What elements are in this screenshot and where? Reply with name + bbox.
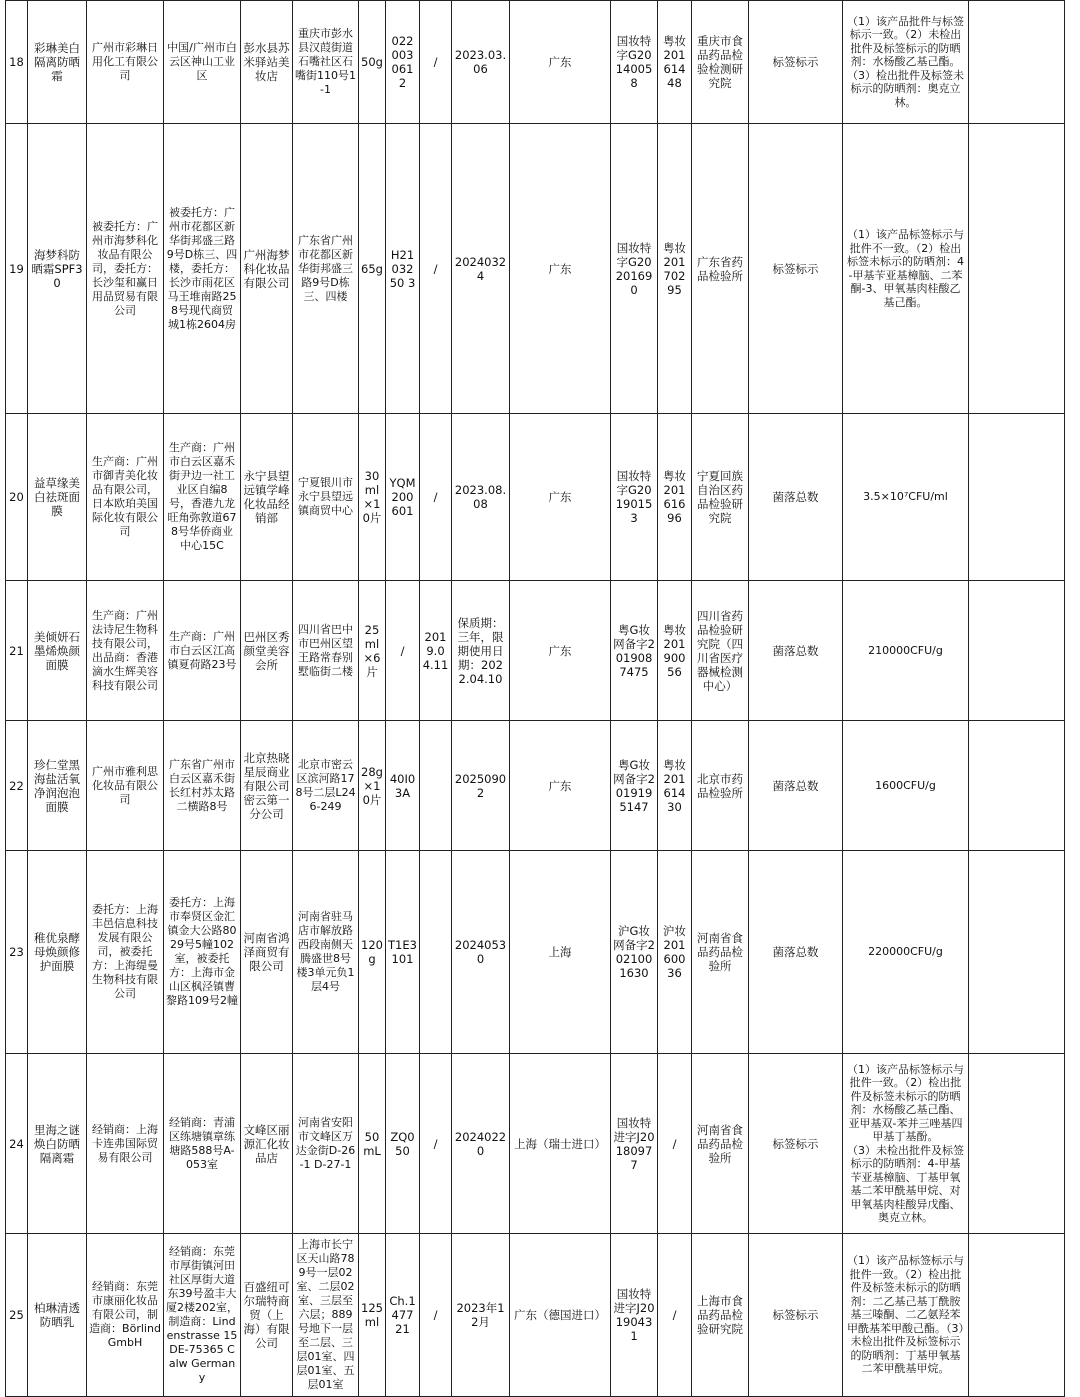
table-row xyxy=(6,721,1065,851)
production-date-cell: 2023.03.06 xyxy=(452,1,510,124)
remark-cell xyxy=(969,851,1065,1054)
approval-number-cell: 国妆特字G20201690 xyxy=(611,124,658,414)
sampled-address-cell: 北京市密云区滨河路178号二层L246-249 xyxy=(293,721,359,851)
region-cell: 广东 xyxy=(510,721,611,851)
approval-number-cell: 国妆特字G20140058 xyxy=(611,1,658,124)
table-row xyxy=(6,1054,1065,1234)
expiry-cell: / xyxy=(420,414,452,581)
batch-number-cell: YQM200601 xyxy=(386,414,420,581)
sampled-unit-cell: 百盛纽可尔瑞特商贸（上海）有限公司 xyxy=(241,1234,293,1397)
sampled-address-cell: 重庆市彭水县汉葭街道石嘴社区石嘴街110号1-1 xyxy=(293,1,359,124)
license-number-cell: 粤妆20190056 xyxy=(658,581,692,721)
region-cell: 广东 xyxy=(510,414,611,581)
sampled-unit-cell: 巴州区秀颜堂美容会所 xyxy=(241,581,293,721)
manufacturer-cell: 被委托方：广州市海梦科化妆品有限公司，委托方：长沙玺和赢日用品贸易有限公司 xyxy=(87,124,164,414)
spec-cell: 30ml×10片 xyxy=(359,414,386,581)
inspection-item-cell: 菌落总数 xyxy=(749,414,843,581)
region-cell: 广东 xyxy=(510,581,611,721)
result-line: （1）该产品标签标示与批件一致。（2）检出批件及标签未标示的防晒剂：二乙基己基丁酰胺基三嗪酮、二乙氨羟苯甲酰基苯甲酸己酯。（3）未检出批件及标签标示的防晒剂：丁基甲氧基二苯甲酰基甲烷。 xyxy=(847,1254,964,1376)
license-number-cell: 粤妆20161430 xyxy=(658,721,692,851)
manufacturer-address-cell: 广东省广州市白云区嘉禾街长红村苏太路二横路8号 xyxy=(164,721,241,851)
spec-cell: 50g xyxy=(359,1,386,124)
sampled-unit-cell: 文峰区丽源汇化妆品店 xyxy=(241,1054,293,1234)
sampled-address-cell: 河南省安阳市文峰区万达金街D-26-1 D-27-1 xyxy=(293,1054,359,1234)
manufacturer-cell: 广州市雅利思化妆品有限公司 xyxy=(87,721,164,851)
production-date-cell: 20240530 xyxy=(452,851,510,1054)
batch-number-cell: / xyxy=(386,581,420,721)
license-number-cell: / xyxy=(658,1234,692,1397)
inspection-agency-cell: 四川省药品检验研究院（四川省医疗器械检测中心） xyxy=(692,581,749,721)
inspection-agency-cell: 河南省食品药品检验所 xyxy=(692,851,749,1054)
sampled-address-cell: 河南省驻马店市解放路西段南侧天腾盛世8号楼3单元负1层4号 xyxy=(293,851,359,1054)
remark-cell xyxy=(969,124,1065,414)
license-number-cell: 粤妆20161448 xyxy=(658,1,692,124)
expiry-cell xyxy=(420,851,452,1054)
inspection-result-cell xyxy=(843,414,969,581)
row-number-cell: 22 xyxy=(6,721,28,851)
region-cell: 广东（德国进口） xyxy=(510,1234,611,1397)
inspection-results-table xyxy=(5,0,1065,1397)
product-name-cell: 彩琳美白隔离防晒霜 xyxy=(28,1,87,124)
inspection-result-cell xyxy=(843,851,969,1054)
result-line: （1）该产品标签标示与批件一致。（2）检出批件及标签未标示的防晒剂：水杨酸乙基己酯、亚甲基双-苯并三唑基四甲基丁基酚。 xyxy=(847,1062,964,1143)
result-line: 220000CFU/g xyxy=(868,945,943,959)
manufacturer-address-cell: 委托方：上海市奉贤区金汇镇金大公路8029号5幢102室，被委托方：上海市金山区枫泾镇曹黎路109号2幢 xyxy=(164,851,241,1054)
inspection-result-cell xyxy=(843,1234,969,1397)
expiry-cell: / xyxy=(420,1234,452,1397)
batch-number-cell: ZQ050 xyxy=(386,1054,420,1234)
license-number-cell: 粤妆20170295 xyxy=(658,124,692,414)
region-cell: 上海 xyxy=(510,851,611,1054)
result-line: 210000CFU/g xyxy=(868,643,943,657)
remark-cell xyxy=(969,1234,1065,1397)
license-number-cell: 粤妆20161696 xyxy=(658,414,692,581)
region-cell: 广东 xyxy=(510,124,611,414)
product-name-cell: 益草缘美白祛斑面膜 xyxy=(28,414,87,581)
inspection-item-cell: 标签标示 xyxy=(749,1,843,124)
spec-cell: 120g xyxy=(359,851,386,1054)
table-row xyxy=(6,851,1065,1054)
production-date-cell: 保质期：三年，限期使用日期：2022.04.10 xyxy=(452,581,510,721)
manufacturer-cell: 委托方：上海丰邑信息科技发展有限公司，被委托方：上海缇曼生物科技有限公司 xyxy=(87,851,164,1054)
sampled-address-cell: 上海市长宁区天山路789号一层02室、二层02室、三层至六层；889号地下一层至二层、三层01室、四层01室、五层01室 xyxy=(293,1234,359,1397)
spec-cell: 50mL xyxy=(359,1054,386,1234)
inspection-item-cell: 菌落总数 xyxy=(749,581,843,721)
expiry-cell: / xyxy=(420,1,452,124)
batch-number-cell: 40I03A xyxy=(386,721,420,851)
expiry-cell: 2019.04.11 xyxy=(420,581,452,721)
approval-number-cell: 国妆特字G20190153 xyxy=(611,414,658,581)
inspection-agency-cell: 重庆市食品药品检验检测研究院 xyxy=(692,1,749,124)
inspection-item-cell: 标签标示 xyxy=(749,1054,843,1234)
product-name-cell: 美倾妍石墨烯焕颜面膜 xyxy=(28,581,87,721)
manufacturer-cell: 经销商：东莞市康丽化妆品有限公司，制造商：Börlind GmbH xyxy=(87,1234,164,1397)
table-row xyxy=(6,124,1065,414)
sampled-unit-cell: 广州海梦科化妆品有限公司 xyxy=(241,124,293,414)
region-cell: 广东 xyxy=(510,1,611,124)
approval-number-cell: 沪G妆网备字2021001630 xyxy=(611,851,658,1054)
inspection-result-cell xyxy=(843,1054,969,1234)
inspection-result-cell xyxy=(843,1,969,124)
sampled-unit-cell: 彭水县苏米驿站美妆店 xyxy=(241,1,293,124)
manufacturer-cell: 经销商：上海卡连弗国际贸易有限公司 xyxy=(87,1054,164,1234)
inspection-item-cell: 菌落总数 xyxy=(749,721,843,851)
approval-number-cell: 国妆特进字J20190431 xyxy=(611,1234,658,1397)
approval-number-cell: 国妆特进字J20180977 xyxy=(611,1054,658,1234)
manufacturer-address-cell: 经销商：青浦区练塘镇章练塘路588号A-053室 xyxy=(164,1054,241,1234)
remark-cell xyxy=(969,1054,1065,1234)
sampled-address-cell: 四川省巴中市巴州区望王路常春别墅临街二楼 xyxy=(293,581,359,721)
row-number-cell: 23 xyxy=(6,851,28,1054)
manufacturer-address-cell: 生产商：广州市白云区嘉禾街尹边一社工业区自编8号，香港九龙旺角弥敦道678号华侨商业中心15C xyxy=(164,414,241,581)
manufacturer-cell: 生产商：广州市御青美化妆品有限公司，日本欧珀美国际化妆有限公司 xyxy=(87,414,164,581)
manufacturer-address-cell: 中国/广州市白云区神山工业区 xyxy=(164,1,241,124)
table-row xyxy=(6,1234,1065,1397)
manufacturer-address-cell: 经销商：东莞市厚街镇河田社区厚街大道东39号盈丰大厦2楼202室，制造商：Lindenstrasse 15 DE-75365 Calw Germany xyxy=(164,1234,241,1397)
product-name-cell: 珍仁堂黑海盐活氧净润泡泡面膜 xyxy=(28,721,87,851)
inspection-result-cell xyxy=(843,581,969,721)
batch-number-cell: 0220030612 xyxy=(386,1,420,124)
sampled-unit-cell: 永宁县望远镇学峰化妆品经销部 xyxy=(241,414,293,581)
batch-number-cell: H2103250 3 xyxy=(386,124,420,414)
result-line: （1）该产品标签标示与批件不一致。（2）检出标签未标示的防晒剂：4-甲基苄亚基樟脑、二苯酮-3、甲氧基肉桂酸乙基己酯。 xyxy=(847,228,964,309)
production-date-cell: 2023.08.08 xyxy=(452,414,510,581)
row-number-cell: 18 xyxy=(6,1,28,124)
row-number-cell: 20 xyxy=(6,414,28,581)
batch-number-cell: T1E3101 xyxy=(386,851,420,1054)
result-line: 1600CFU/g xyxy=(875,778,936,792)
remark-cell xyxy=(969,414,1065,581)
spec-cell: 25ml×6片 xyxy=(359,581,386,721)
expiry-cell xyxy=(420,721,452,851)
production-date-cell: 20250902 xyxy=(452,721,510,851)
row-number-cell: 19 xyxy=(6,124,28,414)
inspection-agency-cell: 上海市食品药品检验研究院 xyxy=(692,1234,749,1397)
row-number-cell: 25 xyxy=(6,1234,28,1397)
inspection-agency-cell: 北京市药品检验所 xyxy=(692,721,749,851)
inspection-item-cell: 菌落总数 xyxy=(749,851,843,1054)
table-row xyxy=(6,581,1065,721)
row-number-cell: 24 xyxy=(6,1054,28,1234)
manufacturer-cell: 广州市彩琳日用化工有限公司 xyxy=(87,1,164,124)
remark-cell xyxy=(969,721,1065,851)
production-date-cell: 2023年12月 xyxy=(452,1234,510,1397)
product-name-cell: 稚优泉酵母焕颜修护面膜 xyxy=(28,851,87,1054)
region-cell: 上海（瑞士进口） xyxy=(510,1054,611,1234)
production-date-cell: 20240220 xyxy=(452,1054,510,1234)
expiry-cell: / xyxy=(420,1054,452,1234)
product-name-cell: 海梦科防晒霜SPF30 xyxy=(28,124,87,414)
product-name-cell: 里海之谜焕白防晒隔离霜 xyxy=(28,1054,87,1234)
inspection-result-cell xyxy=(843,721,969,851)
inspection-agency-cell: 宁夏回族自治区药品检验研究院 xyxy=(692,414,749,581)
sampled-address-cell: 广东省广州市花都区新华街邦盛三路9号D栋三、四楼 xyxy=(293,124,359,414)
inspection-agency-cell: 广东省药品检验所 xyxy=(692,124,749,414)
sampled-unit-cell: 河南省鸿泽商贸有限公司 xyxy=(241,851,293,1054)
product-name-cell: 柏琳清透防晒乳 xyxy=(28,1234,87,1397)
spec-cell: 65g xyxy=(359,124,386,414)
spec-cell: 28g×10片 xyxy=(359,721,386,851)
license-number-cell: / xyxy=(658,1054,692,1234)
sampled-address-cell: 宁夏银川市永宁县望远镇商贸中心 xyxy=(293,414,359,581)
approval-number-cell: 粤G妆网备字2019195147 xyxy=(611,721,658,851)
sampled-unit-cell: 北京热晓星辰商业有限公司密云第一分公司 xyxy=(241,721,293,851)
row-number-cell: 21 xyxy=(6,581,28,721)
result-line: 3.5×10⁷CFU/ml xyxy=(863,490,948,504)
inspection-result-cell xyxy=(843,124,969,414)
batch-number-cell: Ch.147721 xyxy=(386,1234,420,1397)
approval-number-cell: 粤G妆网备字2019087475 xyxy=(611,581,658,721)
inspection-item-cell: 标签标示 xyxy=(749,1234,843,1397)
table-row xyxy=(6,1,1065,124)
table-row xyxy=(6,414,1065,581)
remark-cell xyxy=(969,1,1065,124)
expiry-cell: / xyxy=(420,124,452,414)
manufacturer-address-cell: 被委托方：广州市花都区新华街邦盛三路9号D栋三、四楼，委托方：长沙市雨花区马王堆南路258号现代商贸城1栋2604房 xyxy=(164,124,241,414)
license-number-cell: 沪妆20160036 xyxy=(658,851,692,1054)
inspection-agency-cell: 河南省食品药品检验所 xyxy=(692,1054,749,1234)
manufacturer-cell: 生产商：广州法诗尼生物科技有限公司，出品商：香港滴水生辉美容科技有限公司 xyxy=(87,581,164,721)
result-line: （1）该产品批件与标签标示一致。（2）未检出批件及标签标示的防晒剂：水杨酸乙基己酯。（3）检出批件及标签未标示的防晒剂：奥克立林。 xyxy=(847,14,964,109)
remark-cell xyxy=(969,581,1065,721)
production-date-cell: 20240324 xyxy=(452,124,510,414)
result-line: （3）未检出批件及标签标示的防晒剂：4-甲基苄亚基樟脑、丁基甲氧基二苯甲酰基甲烷、对甲氧基肉桂酸异戊酯、奥克立林。 xyxy=(847,1143,964,1224)
inspection-item-cell: 标签标示 xyxy=(749,124,843,414)
manufacturer-address-cell: 生产商：广州市白云区江高镇夏荷路23号 xyxy=(164,581,241,721)
spec-cell: 125ml xyxy=(359,1234,386,1397)
